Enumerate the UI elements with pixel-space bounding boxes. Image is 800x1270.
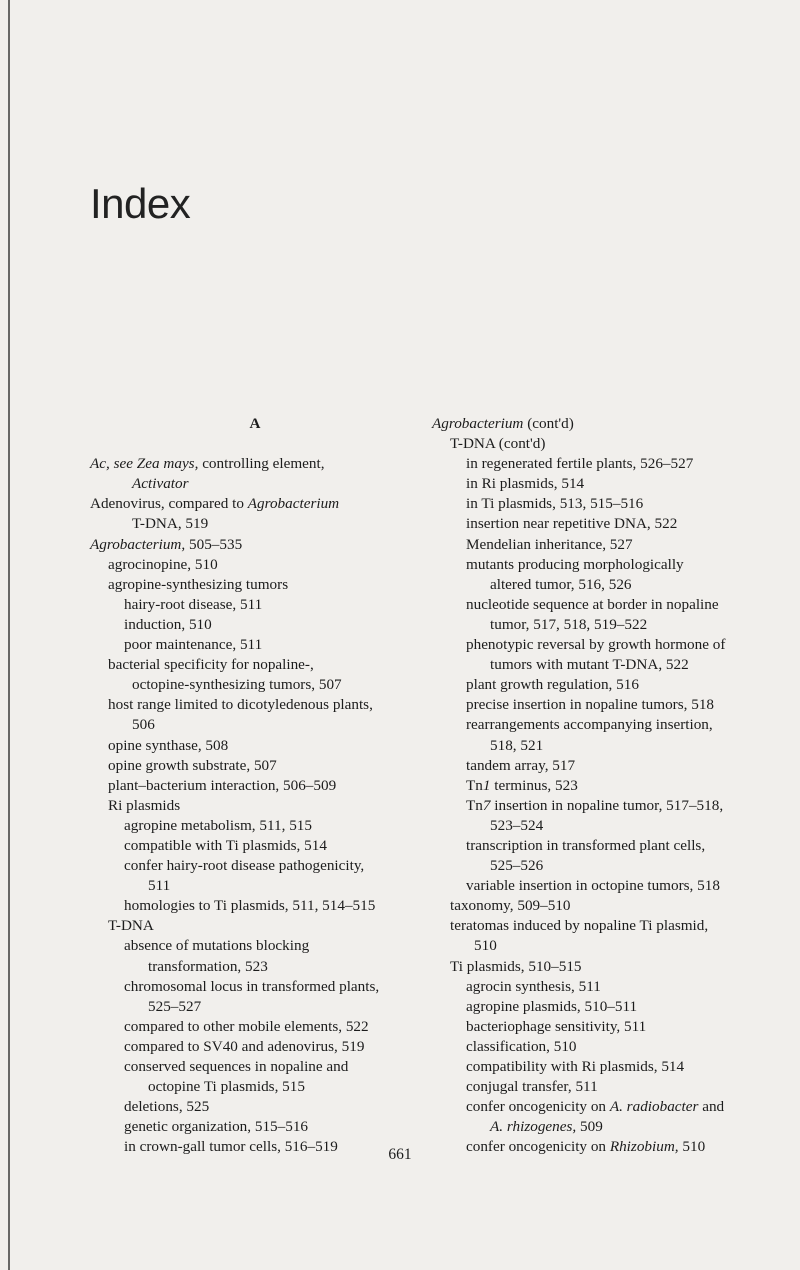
index-entry bbox=[90, 1017, 420, 1037]
index-entry-text: confer hairy-root disease pathogenicity, bbox=[124, 857, 365, 875]
index-entry-text: 525–526 bbox=[490, 857, 544, 875]
index-entry bbox=[432, 856, 772, 876]
index-entry-text: transcription in transformed plant cells, bbox=[466, 836, 706, 854]
index-entry-text: agropine plasmids, 510–511 bbox=[466, 997, 638, 1015]
index-entry-text: bacteriophage sensitivity, 511 bbox=[466, 1017, 647, 1035]
index-entry bbox=[90, 514, 420, 534]
index-entry-italic-text: Rhizobium, bbox=[609, 1138, 679, 1156]
index-entry bbox=[432, 615, 772, 635]
index-entry-text: 510 bbox=[678, 1138, 706, 1156]
index-entry-text: plant–bacterium interaction, 506–509 bbox=[108, 776, 337, 794]
index-entry-italic-text: Activator bbox=[132, 475, 189, 493]
index-entry bbox=[90, 997, 420, 1017]
index-entry bbox=[432, 957, 772, 977]
index-entry-text: altered tumor, 516, 526 bbox=[490, 575, 632, 593]
index-entry-text: 511 bbox=[148, 877, 171, 895]
index-entry bbox=[432, 896, 772, 916]
index-entry bbox=[90, 695, 420, 715]
index-entry-text: agrocin synthesis, 511 bbox=[466, 977, 601, 995]
index-entry-italic-text: 1 bbox=[482, 776, 491, 794]
index-column-left bbox=[90, 414, 420, 1157]
index-entry-text: plant growth regulation, 516 bbox=[466, 676, 639, 694]
index-entry bbox=[432, 555, 772, 575]
index-entry-italic-text: Ac, see Zea mays, bbox=[90, 455, 199, 473]
index-entry-text: nucleotide sequence at border in nopaline bbox=[466, 595, 719, 613]
index-entry bbox=[432, 997, 772, 1017]
index-entry-text: insertion near repetitive DNA, 522 bbox=[466, 515, 678, 533]
index-entry-text: phenotypic reversal by growth hormone of bbox=[466, 636, 726, 654]
index-entry bbox=[90, 977, 420, 997]
index-entry-text: 510 bbox=[474, 937, 497, 955]
index-entry bbox=[432, 736, 772, 756]
index-entry bbox=[432, 635, 772, 655]
page-edge-line bbox=[8, 0, 10, 1270]
index-entry bbox=[90, 494, 420, 514]
index-entry-text: T-DNA, 519 bbox=[132, 515, 209, 533]
index-entry bbox=[432, 756, 772, 776]
index-entry bbox=[90, 715, 420, 735]
index-entry bbox=[432, 595, 772, 615]
index-entry-text: induction, 510 bbox=[124, 615, 212, 633]
index-entry-text: tumor, 517, 518, 519–522 bbox=[490, 615, 648, 633]
index-entry-text: host range limited to dicotyledenous plants, bbox=[108, 696, 373, 714]
index-entry-text: bacterial specificity for nopaline-, bbox=[108, 656, 314, 674]
index-entry bbox=[432, 836, 772, 856]
index-entry-text: in Ti plasmids, 513, 515–516 bbox=[466, 495, 644, 513]
index-entry bbox=[90, 916, 420, 936]
index-entry bbox=[432, 474, 772, 494]
index-entry-text: agrocinopine, 510 bbox=[108, 555, 218, 573]
section-letter: A bbox=[249, 415, 261, 432]
index-entry-italic-text: Agrobacterium bbox=[432, 415, 524, 432]
index-entry-text: octopine Ti plasmids, 515 bbox=[148, 1078, 305, 1096]
index-entry-text: opine synthase, 508 bbox=[108, 736, 229, 754]
index-entry bbox=[432, 655, 772, 675]
index-entry bbox=[432, 414, 772, 434]
index-entry bbox=[90, 655, 420, 675]
index-entry-text: hairy-root disease, 511 bbox=[124, 595, 263, 613]
index-entry-text: 523–524 bbox=[490, 816, 544, 834]
index-entry bbox=[90, 1037, 420, 1057]
index-entry-text: compared to SV40 and adenovirus, 519 bbox=[124, 1037, 365, 1055]
index-entry bbox=[432, 715, 772, 735]
index-entry-text: compatibility with Ri plasmids, 514 bbox=[466, 1058, 685, 1075]
index-entry-text: in crown-gall tumor cells, 516–519 bbox=[124, 1138, 338, 1156]
index-entry-italic-text: 7 bbox=[482, 796, 491, 814]
index-entry-text: and bbox=[698, 1098, 725, 1116]
index-entry bbox=[432, 695, 772, 715]
index-entry bbox=[432, 494, 772, 514]
index-entry-text: teratomas induced by nopaline Ti plasmid, bbox=[450, 917, 709, 935]
index-entry-text: octopine-synthesizing tumors, 507 bbox=[132, 676, 342, 694]
index-entry-text: 509 bbox=[576, 1118, 603, 1136]
index-entry bbox=[90, 1077, 420, 1097]
index-entry bbox=[90, 936, 420, 956]
index-entry bbox=[90, 555, 420, 575]
index-entry bbox=[432, 1097, 772, 1117]
index-entry bbox=[90, 454, 420, 474]
page-title: Index bbox=[90, 180, 191, 227]
index-entry bbox=[432, 535, 772, 555]
page-number: 661 bbox=[388, 1146, 412, 1163]
index-entry bbox=[432, 876, 772, 896]
index-entry-text: terminus, 523 bbox=[490, 776, 578, 794]
index-entry-text: variable insertion in octopine tumors, 518 bbox=[466, 877, 720, 895]
index-entry bbox=[90, 1097, 420, 1117]
index-entry bbox=[432, 514, 772, 534]
index-entry bbox=[90, 595, 420, 615]
index-entry bbox=[432, 1117, 772, 1137]
index-entry bbox=[432, 936, 772, 956]
index-entry-italic-text: Agrobacterium, bbox=[90, 535, 186, 553]
index-entry-text: agropine metabolism, 511, 515 bbox=[124, 816, 312, 834]
index-entry bbox=[90, 816, 420, 836]
index-entry-text: tumors with mutant T-DNA, 522 bbox=[490, 656, 689, 674]
index-entry bbox=[432, 1017, 772, 1037]
index-entry bbox=[432, 454, 772, 474]
index-entry-text: in Ri plasmids, 514 bbox=[466, 475, 585, 493]
index-entry bbox=[90, 957, 420, 977]
index-entry-text: genetic organization, 515–516 bbox=[124, 1118, 309, 1136]
index-entry bbox=[432, 1077, 772, 1097]
index-entry-italic-text: Agrobacterium bbox=[247, 495, 340, 513]
index-entry bbox=[90, 1117, 420, 1137]
index-entry-text: T-DNA (cont'd) bbox=[450, 435, 546, 453]
index-entry-text: confer oncogenicity on bbox=[466, 1138, 610, 1156]
index-entry-text: Tn bbox=[466, 796, 483, 814]
index-entry-text: confer oncogenicity on bbox=[466, 1098, 610, 1116]
index-entry-text: opine growth substrate, 507 bbox=[108, 756, 277, 774]
index-entry bbox=[90, 736, 420, 756]
index-entry-text: classification, 510 bbox=[466, 1037, 577, 1055]
index-entry-text: compared to other mobile elements, 522 bbox=[124, 1017, 369, 1035]
index-entry-text: agropine-synthesizing tumors bbox=[108, 575, 289, 593]
index-entry-text: conjugal transfer, 511 bbox=[466, 1078, 598, 1096]
index-entry-text: insertion in nopaline tumor, 517–518, bbox=[490, 796, 724, 814]
index-entry bbox=[432, 575, 772, 595]
index-entry-text: taxonomy, 509–510 bbox=[450, 897, 571, 915]
index-entry-text: compatible with Ti plasmids, 514 bbox=[124, 836, 327, 854]
index-entry bbox=[432, 816, 772, 836]
index-entry bbox=[90, 474, 420, 494]
right-entry-list bbox=[432, 414, 772, 1157]
index-entry bbox=[432, 796, 772, 816]
index-entry-text: Adenovirus, compared to bbox=[90, 495, 248, 513]
index-entry-text: absence of mutations blocking bbox=[124, 937, 310, 955]
index-entry bbox=[432, 434, 772, 454]
index-entry bbox=[90, 756, 420, 776]
index-entry bbox=[90, 776, 420, 796]
index-entry bbox=[432, 1057, 772, 1077]
index-entry-text: poor maintenance, 511 bbox=[124, 636, 263, 654]
index-entry-text: T-DNA bbox=[108, 917, 154, 935]
index-column-right bbox=[432, 414, 772, 1157]
index-entry-text: 506 bbox=[132, 716, 155, 734]
index-entry bbox=[432, 916, 772, 936]
index-entry bbox=[90, 836, 420, 856]
left-entry-list bbox=[90, 454, 420, 1157]
index-entry-text: 505–535 bbox=[185, 535, 243, 553]
index-entry-text: Tn bbox=[466, 776, 483, 794]
index-entry bbox=[90, 635, 420, 655]
index-entry-text: transformation, 523 bbox=[148, 957, 268, 975]
index-entry bbox=[90, 535, 420, 555]
index-entry-text: chromosomal locus in transformed plants, bbox=[124, 977, 380, 995]
index-entry bbox=[90, 896, 420, 916]
index-entry bbox=[90, 796, 420, 816]
index-entry bbox=[90, 876, 420, 896]
index-entry bbox=[90, 856, 420, 876]
index-entry-text: Mendelian inheritance, 527 bbox=[466, 535, 633, 553]
index-entry bbox=[90, 1057, 420, 1077]
index-entry-italic-text: A. radiobacter bbox=[609, 1098, 699, 1116]
index-entry bbox=[432, 675, 772, 695]
index-entry-text: Ri plasmids bbox=[108, 796, 181, 814]
index-entry-text: 525–527 bbox=[148, 997, 202, 1015]
index-entry-text: controlling element, bbox=[198, 455, 325, 473]
index-entry-text: in regenerated fertile plants, 526–527 bbox=[466, 455, 694, 473]
index-entry bbox=[432, 776, 772, 796]
index-entry bbox=[432, 1037, 772, 1057]
index-entry-text: rearrangements accompanying insertion, bbox=[466, 716, 713, 734]
index-entry-text: homologies to Ti plasmids, 511, 514–515 bbox=[124, 897, 376, 915]
index-entry-text: Ti plasmids, 510–515 bbox=[450, 957, 582, 975]
index-entry-text: conserved sequences in nopaline and bbox=[124, 1058, 349, 1075]
index-entry-text: tandem array, 517 bbox=[466, 756, 576, 774]
index-entry bbox=[432, 977, 772, 997]
index-entry-text: (cont'd) bbox=[523, 415, 574, 432]
index-entry-text: deletions, 525 bbox=[124, 1098, 210, 1116]
index-entry-italic-text: A. rhizogenes, bbox=[490, 1118, 577, 1136]
index-entry-text: precise insertion in nopaline tumors, 518 bbox=[466, 696, 715, 714]
index-entry-text: 518, 521 bbox=[490, 736, 544, 754]
index-entry bbox=[90, 575, 420, 595]
index-entry-text: mutants producing morphologically bbox=[466, 555, 684, 573]
index-entry bbox=[90, 675, 420, 695]
index-entry bbox=[90, 615, 420, 635]
